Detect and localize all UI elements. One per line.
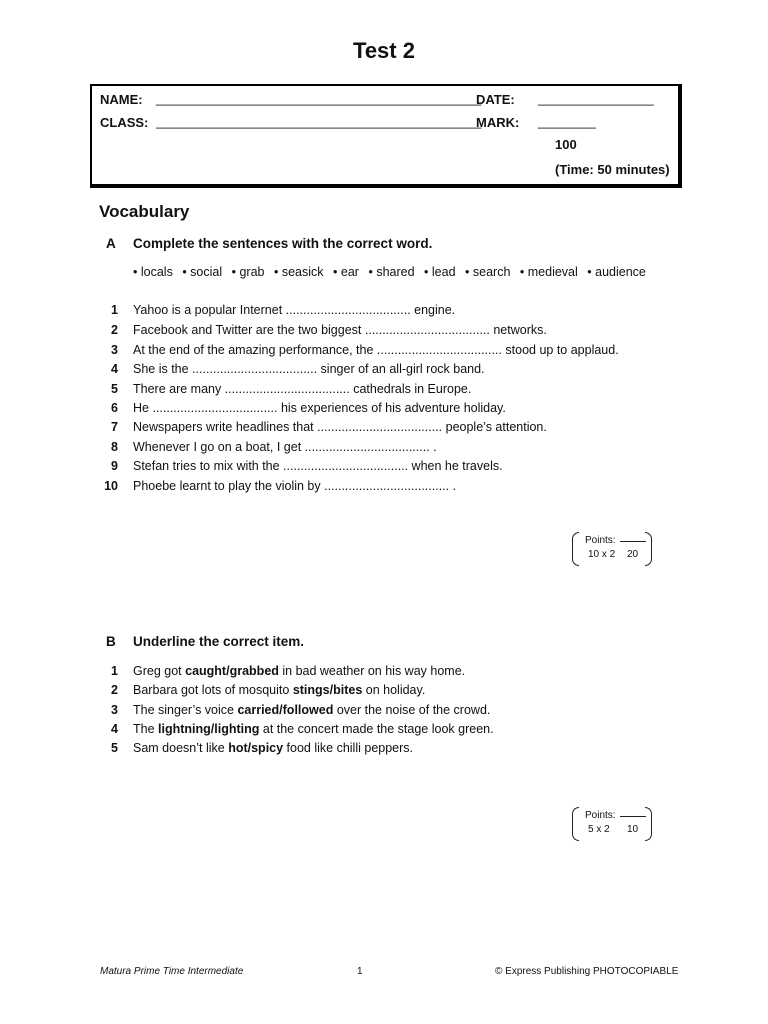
section-heading: Vocabulary [99,202,190,221]
task-a-item: 6 He .................................... his experiences of his adventure holiday. [111,401,506,415]
points-max: 20 [627,549,639,560]
points-blank[interactable] [620,816,646,817]
option-1[interactable]: stings [292,683,330,697]
task-a-item: 2 Facebook and Twitter are the two biggest .................................... networks. [111,323,547,337]
points-calc: 5 x 2 [588,824,610,835]
date-label: DATE: [476,92,515,107]
footer-copyright: © Express Publishing PHOTOCOPIABLE [495,966,679,977]
points-calc: 10 x 2 [588,549,616,560]
task-b-points-box [572,807,652,841]
word-bank-item: • locals [133,265,173,279]
word-bank-item: • seasick [274,265,324,279]
option-2[interactable]: lighting [214,722,260,736]
word-bank-item: • grab [231,265,265,279]
points-blank[interactable] [620,541,646,542]
task-a-item: 10 Phoebe learnt to play the violin by .................................... . [104,479,457,493]
option-1[interactable]: caught [185,664,227,678]
word-bank-item: • ear [333,265,359,279]
word-bank-item: • search [465,265,511,279]
points-label: Points: [585,810,616,821]
task-b-letter: B [106,634,116,649]
task-a-item: 1 Yahoo is a popular Internet .................................... engine. [111,303,456,317]
task-a-item: 3 At the end of the amazing performance, the .................................... stood up to applaud. [111,343,619,357]
task-b-item: 1 Greg got caught/grabbed in bad weather on his way home. [111,664,466,678]
option-2[interactable]: spicy [251,741,284,755]
class-label: CLASS: [100,115,149,130]
task-a-letter: A [106,236,116,251]
mark-field[interactable]: ________ [538,114,596,129]
option-2[interactable]: followed [282,703,334,717]
mark-total: 100 [555,137,577,152]
task-a-item: 9 Stefan tries to mix with the .................................... when he travels. [111,459,503,473]
task-a-item: 4 She is the .................................... singer of an all-girl rock band. [111,362,485,376]
name-label: NAME: [100,92,143,107]
option-1[interactable]: hot [228,741,248,755]
class-field[interactable]: _____________________________________________ [156,114,482,129]
footer-book-title: Matura Prime Time Intermediate [100,966,244,977]
task-b-instruction: Underline the correct item. [133,634,305,649]
task-b-item: 2 Barbara got lots of mosquito stings/bites on holiday. [111,683,426,697]
option-1[interactable]: carried [237,703,280,717]
word-bank [133,265,652,279]
mark-label: MARK: [476,115,520,130]
page-title: Test 2 [353,38,415,63]
points-label: Points: [585,535,616,546]
name-field[interactable]: _____________________________________________ [156,91,482,106]
task-a-item: 7 Newspapers write headlines that .................................... people’s attention. [111,420,547,434]
task-b-item: 3 The singer’s voice carried/followed over the noise of the crowd. [111,703,491,717]
task-b-item: 5 Sam doesn’t like hot/spicy food like chilli peppers. [111,741,414,755]
task-a-points-box [572,532,652,566]
word-bank-item: • lead [424,265,456,279]
word-bank-item: • audience [587,265,646,279]
task-a-instruction: Complete the sentences with the correct word. [133,236,433,251]
word-bank-item: • shared [368,265,415,279]
date-field[interactable]: ________________ [538,91,654,106]
option-1[interactable]: lightning [158,722,211,736]
task-a-item: 8 Whenever I go on a boat, I get .................................... . [111,440,437,454]
task-a-item: 5 There are many .................................... cathedrals in Europe. [111,382,472,396]
task-b-item: 4 The lightning/lighting at the concert made the stage look green. [111,722,494,736]
word-bank-item: • social [182,265,223,279]
points-max: 10 [627,824,639,835]
word-bank-item: • medieval [519,265,578,279]
footer-page-number: 1 [357,966,363,977]
option-2[interactable]: bites [333,683,363,697]
time-limit: (Time: 50 minutes) [555,162,670,177]
option-2[interactable]: grabbed [229,664,279,678]
